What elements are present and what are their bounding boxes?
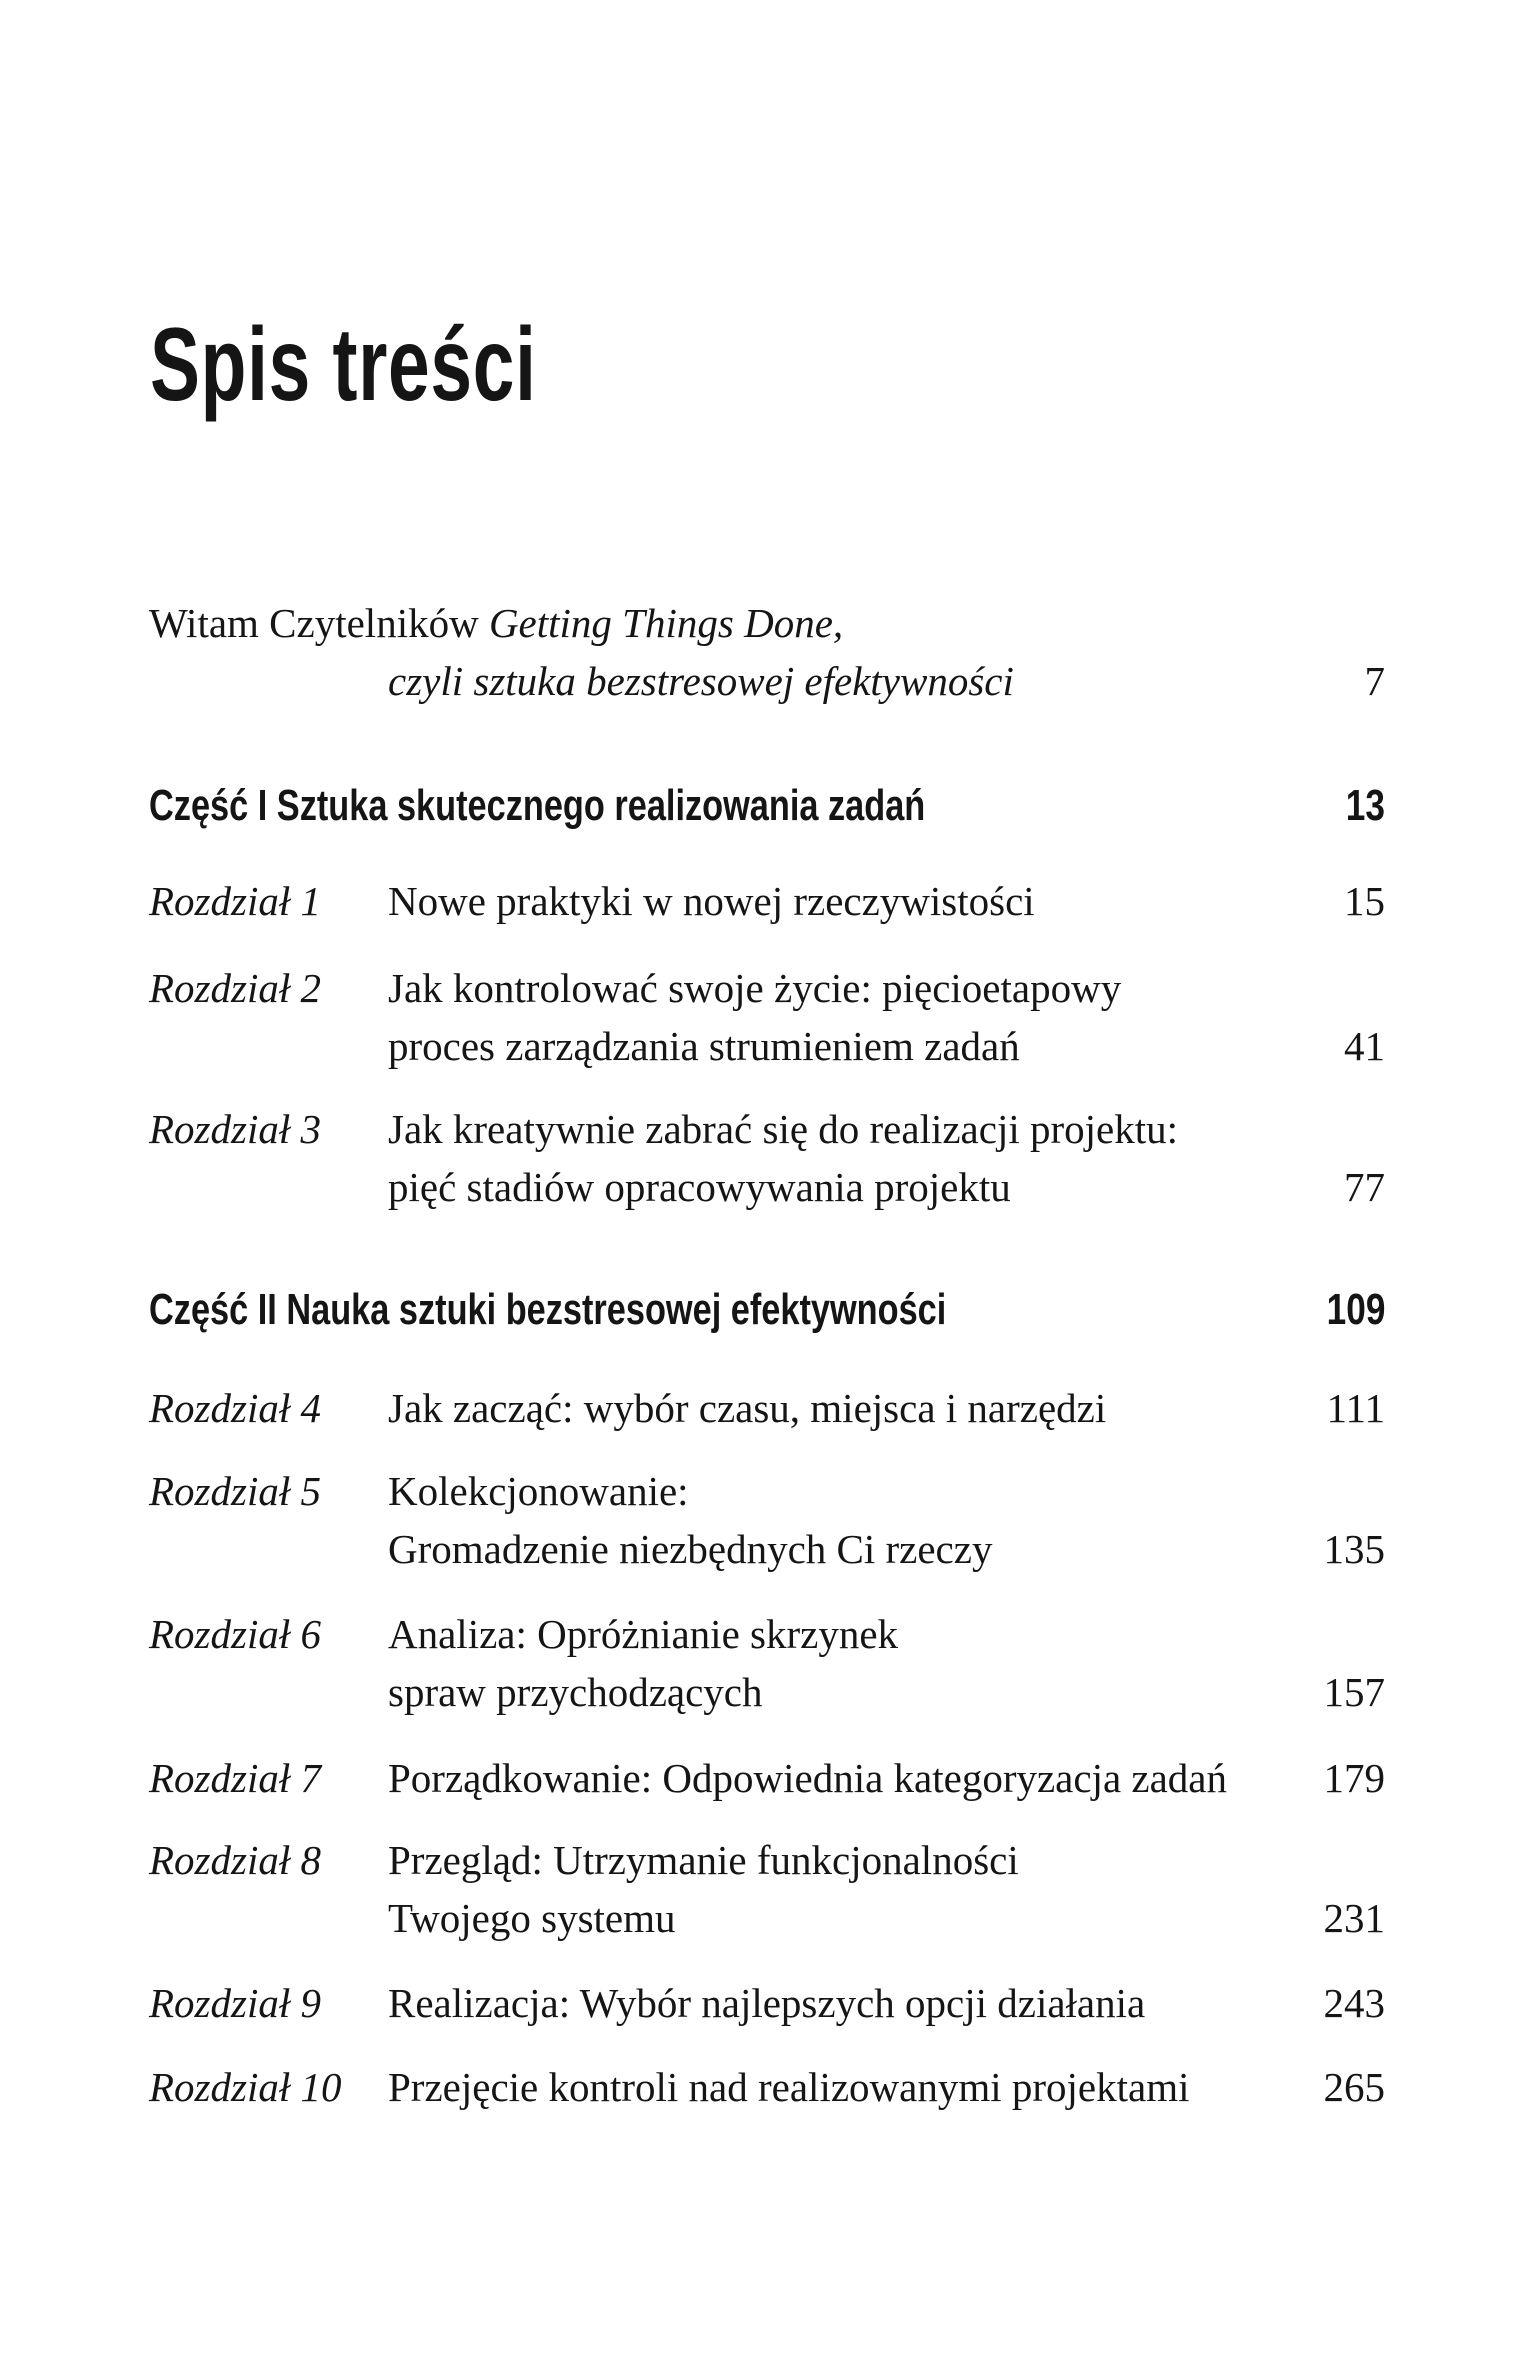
chapter-title: Jak kreatywnie zabrać się do realizacji projektu: bbox=[388, 1106, 1179, 1152]
page-number: 231 bbox=[1323, 1895, 1385, 1941]
chapter-title-cont: pięć stadiów opracowywania projektu bbox=[388, 1164, 1011, 1210]
chapter-title: Porządkowanie: Odpowiednia kategoryzacja zadań bbox=[388, 1755, 1227, 1801]
page-number: 41 bbox=[1344, 1023, 1385, 1069]
chapter-title: Realizacja: Wybór najlepszych opcji działania bbox=[388, 1980, 1146, 2026]
intro-prefix: Witam Czytelników bbox=[149, 600, 489, 646]
chapter-label: Rozdział 3 bbox=[149, 1106, 321, 1152]
chapter-title-cont: proces zarządzania strumieniem zadań bbox=[388, 1023, 1020, 1069]
part-title: Część II Nauka sztuki bezstresowej efektywności bbox=[149, 1285, 947, 1334]
chapter-title-cont: Twojego systemu bbox=[388, 1895, 676, 1941]
page-number: 13 bbox=[1345, 781, 1385, 830]
chapter-title: Przegląd: Utrzymanie funkcjonalności bbox=[388, 1837, 1019, 1883]
chapter-title-cont: spraw przychodzących bbox=[388, 1669, 763, 1715]
page-number: 265 bbox=[1323, 2064, 1385, 2110]
page-number: 135 bbox=[1323, 1526, 1385, 1572]
chapter-label: Rozdział 10 bbox=[149, 2064, 342, 2110]
chapter-label: Rozdział 5 bbox=[149, 1468, 321, 1514]
chapter-label: Rozdział 6 bbox=[149, 1611, 321, 1657]
chapter-title: Jak zacząć: wybór czasu, miejsca i narzędzi bbox=[388, 1385, 1107, 1431]
page-number: 243 bbox=[1323, 1980, 1385, 2026]
chapter-label: Rozdział 8 bbox=[149, 1837, 321, 1883]
chapter-label: Rozdział 7 bbox=[149, 1755, 321, 1801]
toc-intro-entry bbox=[149, 594, 1385, 710]
page-number: 77 bbox=[1344, 1164, 1385, 1210]
chapter-label: Rozdział 9 bbox=[149, 1980, 321, 2026]
chapter-label: Rozdział 1 bbox=[149, 878, 321, 924]
page-number: 15 bbox=[1344, 878, 1385, 924]
chapter-title: Analiza: Opróżnianie skrzynek bbox=[388, 1611, 899, 1657]
chapter-title-cont: Gromadzenie niezbędnych Ci rzeczy bbox=[388, 1526, 993, 1572]
page-number: 179 bbox=[1323, 1755, 1385, 1801]
page-number: 157 bbox=[1323, 1669, 1385, 1715]
chapter-title: Jak kontrolować swoje życie: pięcioetapowy bbox=[388, 965, 1122, 1011]
page-number: 109 bbox=[1326, 1285, 1385, 1334]
intro-book-subtitle: czyli sztuka bezstresowej efektywności bbox=[388, 658, 1014, 704]
page-number: 111 bbox=[1326, 1385, 1385, 1431]
part-title: Część I Sztuka skutecznego realizowania zadań bbox=[149, 781, 926, 830]
page-number: 7 bbox=[1364, 658, 1385, 704]
chapter-label: Rozdział 2 bbox=[149, 965, 321, 1011]
chapter-title: Przejęcie kontroli nad realizowanymi projektami bbox=[388, 2064, 1190, 2110]
chapter-title: Kolekcjonowanie: bbox=[388, 1468, 689, 1514]
chapter-title: Nowe praktyki w nowej rzeczywistości bbox=[388, 878, 1035, 924]
intro-book-title: Getting Things Done, bbox=[488, 600, 844, 646]
chapter-label: Rozdział 4 bbox=[149, 1385, 321, 1431]
page-title: Spis treści bbox=[150, 307, 537, 423]
